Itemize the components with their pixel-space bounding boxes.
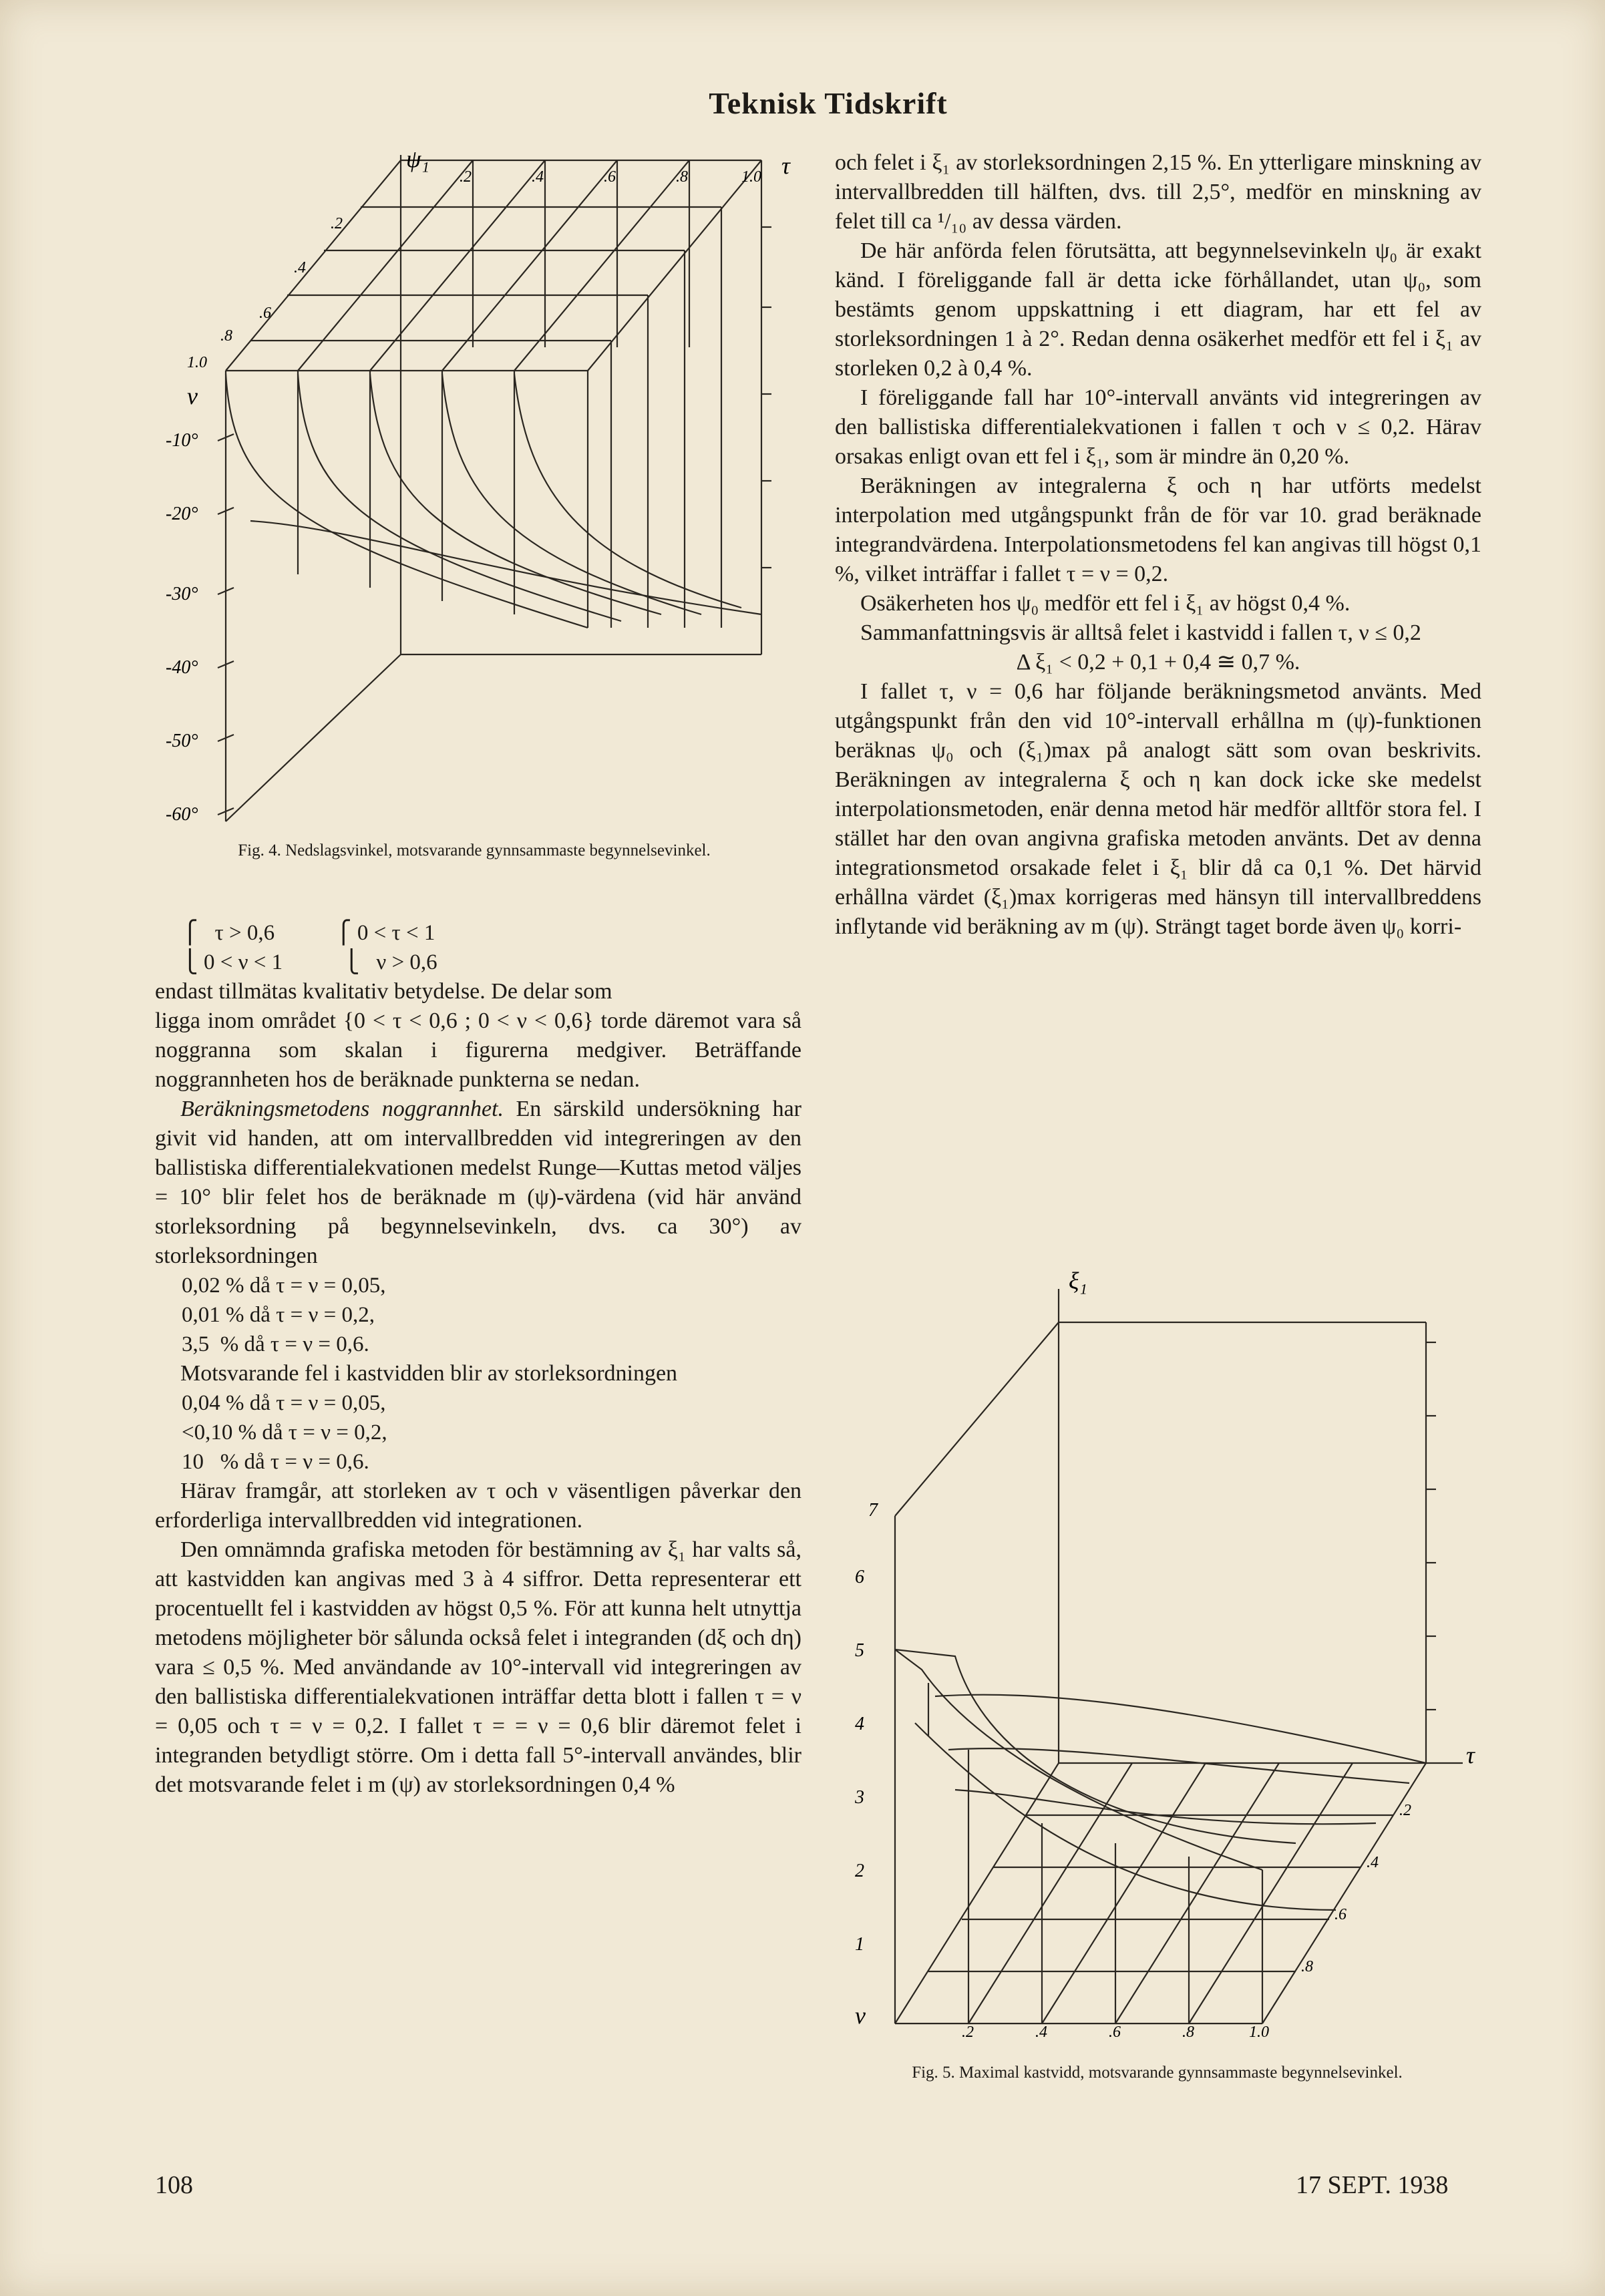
fig4-tau-tick: .8 [676,168,688,186]
fig4-angle-tick: -50° [166,731,198,751]
fig5-nu-tick: .4 [1367,1854,1379,1871]
fig5-tau-tick: .6 [1109,2024,1121,2037]
fig4-angle-tick: -60° [166,804,198,825]
right-paragraph: I föreliggande fall har 10°-intervall använts vid integreringen av den ballistiska differentialekvationen i fallen τ och ν ≤ 0,2. Härav orsakas enligt ovan ett fel i ξ₁, som är mindre än 0,20 %. [835,385,1481,469]
fig4-tau-tick: .6 [604,168,616,186]
fig5-tau-tick: .8 [1182,2024,1194,2037]
left-paragraph: Härav framgår, att storleken av τ och ν väsentligen påverkar den erforderliga intervallbredden vid integrationen. [155,1479,801,1533]
fig4-nu-label: ν [187,383,198,409]
fig5-tau-tick: .4 [1035,2024,1047,2037]
figure-4-caption: Fig. 4. Nedslagsvinkel, motsvarande gynnsammaste begynnelsevinkel. [238,841,711,859]
fig5-nu-label: ν [855,2002,866,2029]
left-formula: ⎧ τ > 0,6 ⎧ 0 < τ < 1 ⎩ 0 < ν < 1 ⎩ ν > 0,6 [182,921,437,974]
left-column [155,918,801,1800]
left-paragraph [155,1095,801,1271]
right-paragraph: I fallet τ, ν = 0,6 har följande beräkningsmetod använts. Med utgångspunkt från den vid 10°-intervall erhållna m (ψ)-funktionen beräknas ψ₀ och (ξ₁)max på analogt sätt som ovan beskrivits. Beräkningen av integralerna ξ och η kan dock icke ske medelst interpolationsmetoden, enär denna metod här medför alltför stora fel. I stället har den ovan angivna grafiska metoden använts. Det av denna integrationsmetod orsakade felet i ξ₁ blir då ca 0,1 %. Det härvid erhållna värdet (ξ₁)max korrigeras med hänsyn till intervallbreddens inflytande vid beräkning av m (ψ). Strängt taget borde även ψ₀ korri- [835,679,1481,939]
left-paragraph: ligga inom området {0 < τ < 0,6 ; 0 < ν < 0,6} torde däremot vara så noggranna som skalan i figurerna medgiver. Beträffande noggrannheten hos de beräknade punkterna se nedan. [155,1008,801,1092]
error-list-item: 0,02 % då τ = ν = 0,05, [182,1274,386,1298]
figure-4 [154,147,808,841]
fig5-tau-tick: .2 [962,2024,974,2037]
fig4-angle-tick: -20° [166,504,198,524]
fig5-y-ticks [854,1500,878,1955]
fig4-nu-tick: .4 [294,259,306,276]
fig5-nu-tick: .2 [1399,1802,1411,1819]
fig5-y-tick: 1 [855,1934,864,1955]
error-list-item: 0,04 % då τ = ν = 0,05, [182,1391,386,1415]
error-list-item: <0,10 % då τ = ν = 0,2, [182,1420,387,1445]
error-list-item: 0,01 % då τ = ν = 0,2, [182,1303,375,1327]
fig4-tau-tick: 1.0 [741,168,761,186]
section-heading: Beräkningsmetodens noggrannhet. [180,1097,504,1121]
fig4-psi-label: ψ₁ [406,147,429,172]
right-column [835,148,1481,942]
fig5-y-tick: 6 [855,1567,864,1587]
issue-date: 17 SEPT. 1938 [1296,2171,1449,2199]
fig5-nu-ticks [1301,1802,1411,1975]
summary-formula: Δ ξ₁ < 0,2 + 0,1 + 0,4 ≅ 0,7 %. [1016,650,1300,675]
left-paragraph: Den omnämnda grafiska metoden för bestämning av ξ₁ har valts så, att kastvidden kan angivas med 3 à 4 siffror. Detta representerar ett procentuellt fel i kastvidden av högst 0,5 %. För att kunna helt utnyttja metodens möjligheter bör sålunda också felet i integranden (dξ och dη) vara ≤ 0,5 %. Med användande av 10°-intervall vid integreringen av den ballistiska differentialekvationen inträffar detta blott i fallen τ = ν = 0,05 och τ = ν = 0,2. I fallet τ = = ν = 0,6 blir däremot felet i integranden betydligt större. Om i detta fall 5°-intervall användes, blir det motsvarande felet i m (ψ) av storleksordningen 0,4 % [155,1537,801,1797]
fig5-nu-tick: .6 [1334,1906,1347,1923]
fig4-tau-tick: .2 [460,168,472,186]
fig5-y-tick: 2 [855,1861,864,1881]
fig5-tau-label: τ [1466,1742,1475,1768]
fig4-tau-tick: .4 [532,168,544,186]
right-paragraph: Beräkningen av integralerna ξ och η har utförts medelst interpolation med utgångspunkt från de för var 10. grad beräknade integrandvärdena. Interpolationsmetodens fel kan angivas till högst 0,1 %, vilket inträffar i fallet τ = ν = 0,2. [835,473,1481,586]
fig4-angle-ticks [166,430,198,825]
right-paragraph: Osäkerheten hos ψ₀ medför ett fel i ξ₁ av högst 0,4 %. [860,591,1351,616]
fig4-tau-ticks [460,168,761,186]
fig5-y-tick: 5 [855,1640,864,1661]
fig4-tau-label: τ [781,152,790,179]
fig5-nu-tick: .8 [1301,1958,1313,1975]
fig5-y-tick: 3 [855,1787,864,1808]
figure-5 [835,1269,1483,2037]
error-list-item: 3,5 % då τ = ν = 0,6. [182,1332,369,1356]
left-paragraph: endast tillmätas kvalitativ betydelse. De delar som [155,979,612,1004]
fig5-tau-ticks [962,2024,1269,2037]
page-number: 108 [155,2171,193,2199]
fig5-y-tick: 7 [868,1500,878,1521]
fig5-y-tick: 4 [855,1714,864,1734]
right-paragraph: De här anförda felen förutsätta, att begynnelsevinkeln ψ₀ är exakt känd. I föreliggande fall är detta icke förhållandet, utan ψ₀, som bestämts genom uppskattning i ett diagram, har ett fel av storleksordningen 1 à 2°. Redan denna osäkerhet medför ett fel i ξ₁ av storleken 0,2 à 0,4 %. [835,238,1481,381]
fig4-angle-tick: -30° [166,584,198,604]
masthead: Teknisk Tidskrift [709,86,948,120]
fig4-nu-tick: 1.0 [187,354,207,371]
fig4-nu-ticks [187,215,343,371]
fig4-angle-tick: -10° [166,430,198,451]
left-paragraph-text: En särskild undersökning har givit vid handen, att om intervallbredden vid integreringen av den ballistiska differentialekvationen medelst Runge—Kuttas metod väljes = 10° blir felet hos de beräknade m (ψ)-värdena (vid här använd storleksordning på begynnelsevinkeln, dvs. ca 30°) av storleksordningen [155,1097,801,1268]
fig4-nu-tick: .8 [220,327,232,345]
fig4-nu-tick: .2 [331,215,343,232]
fig4-nu-tick: .6 [259,305,271,322]
fig4-angle-tick: -40° [166,657,198,678]
figure-5-caption: Fig. 5. Maximal kastvidd, motsvarande gynnsammaste begynnelsevinkel. [912,2064,1403,2082]
error-list-item: 10 % då τ = ν = 0,6. [182,1450,369,1474]
right-paragraph: Sammanfattningsvis är alltså felet i kastvidd i fallen τ, ν ≤ 0,2 [860,620,1421,645]
left-paragraph: Motsvarande fel i kastvidden blir av storleksordningen [180,1361,678,1386]
right-paragraph: och felet i ξ₁ av storleksordningen 2,15 %. En ytterligare minskning av intervallbredden till hälften, dvs. till 2,5°, medför en minskning av felet till ca ¹/₁₀ av dessa värden. [835,150,1481,234]
fig5-xi-label: ξ₁ [1069,1269,1087,1294]
fig5-tau-tick: 1.0 [1249,2024,1269,2037]
